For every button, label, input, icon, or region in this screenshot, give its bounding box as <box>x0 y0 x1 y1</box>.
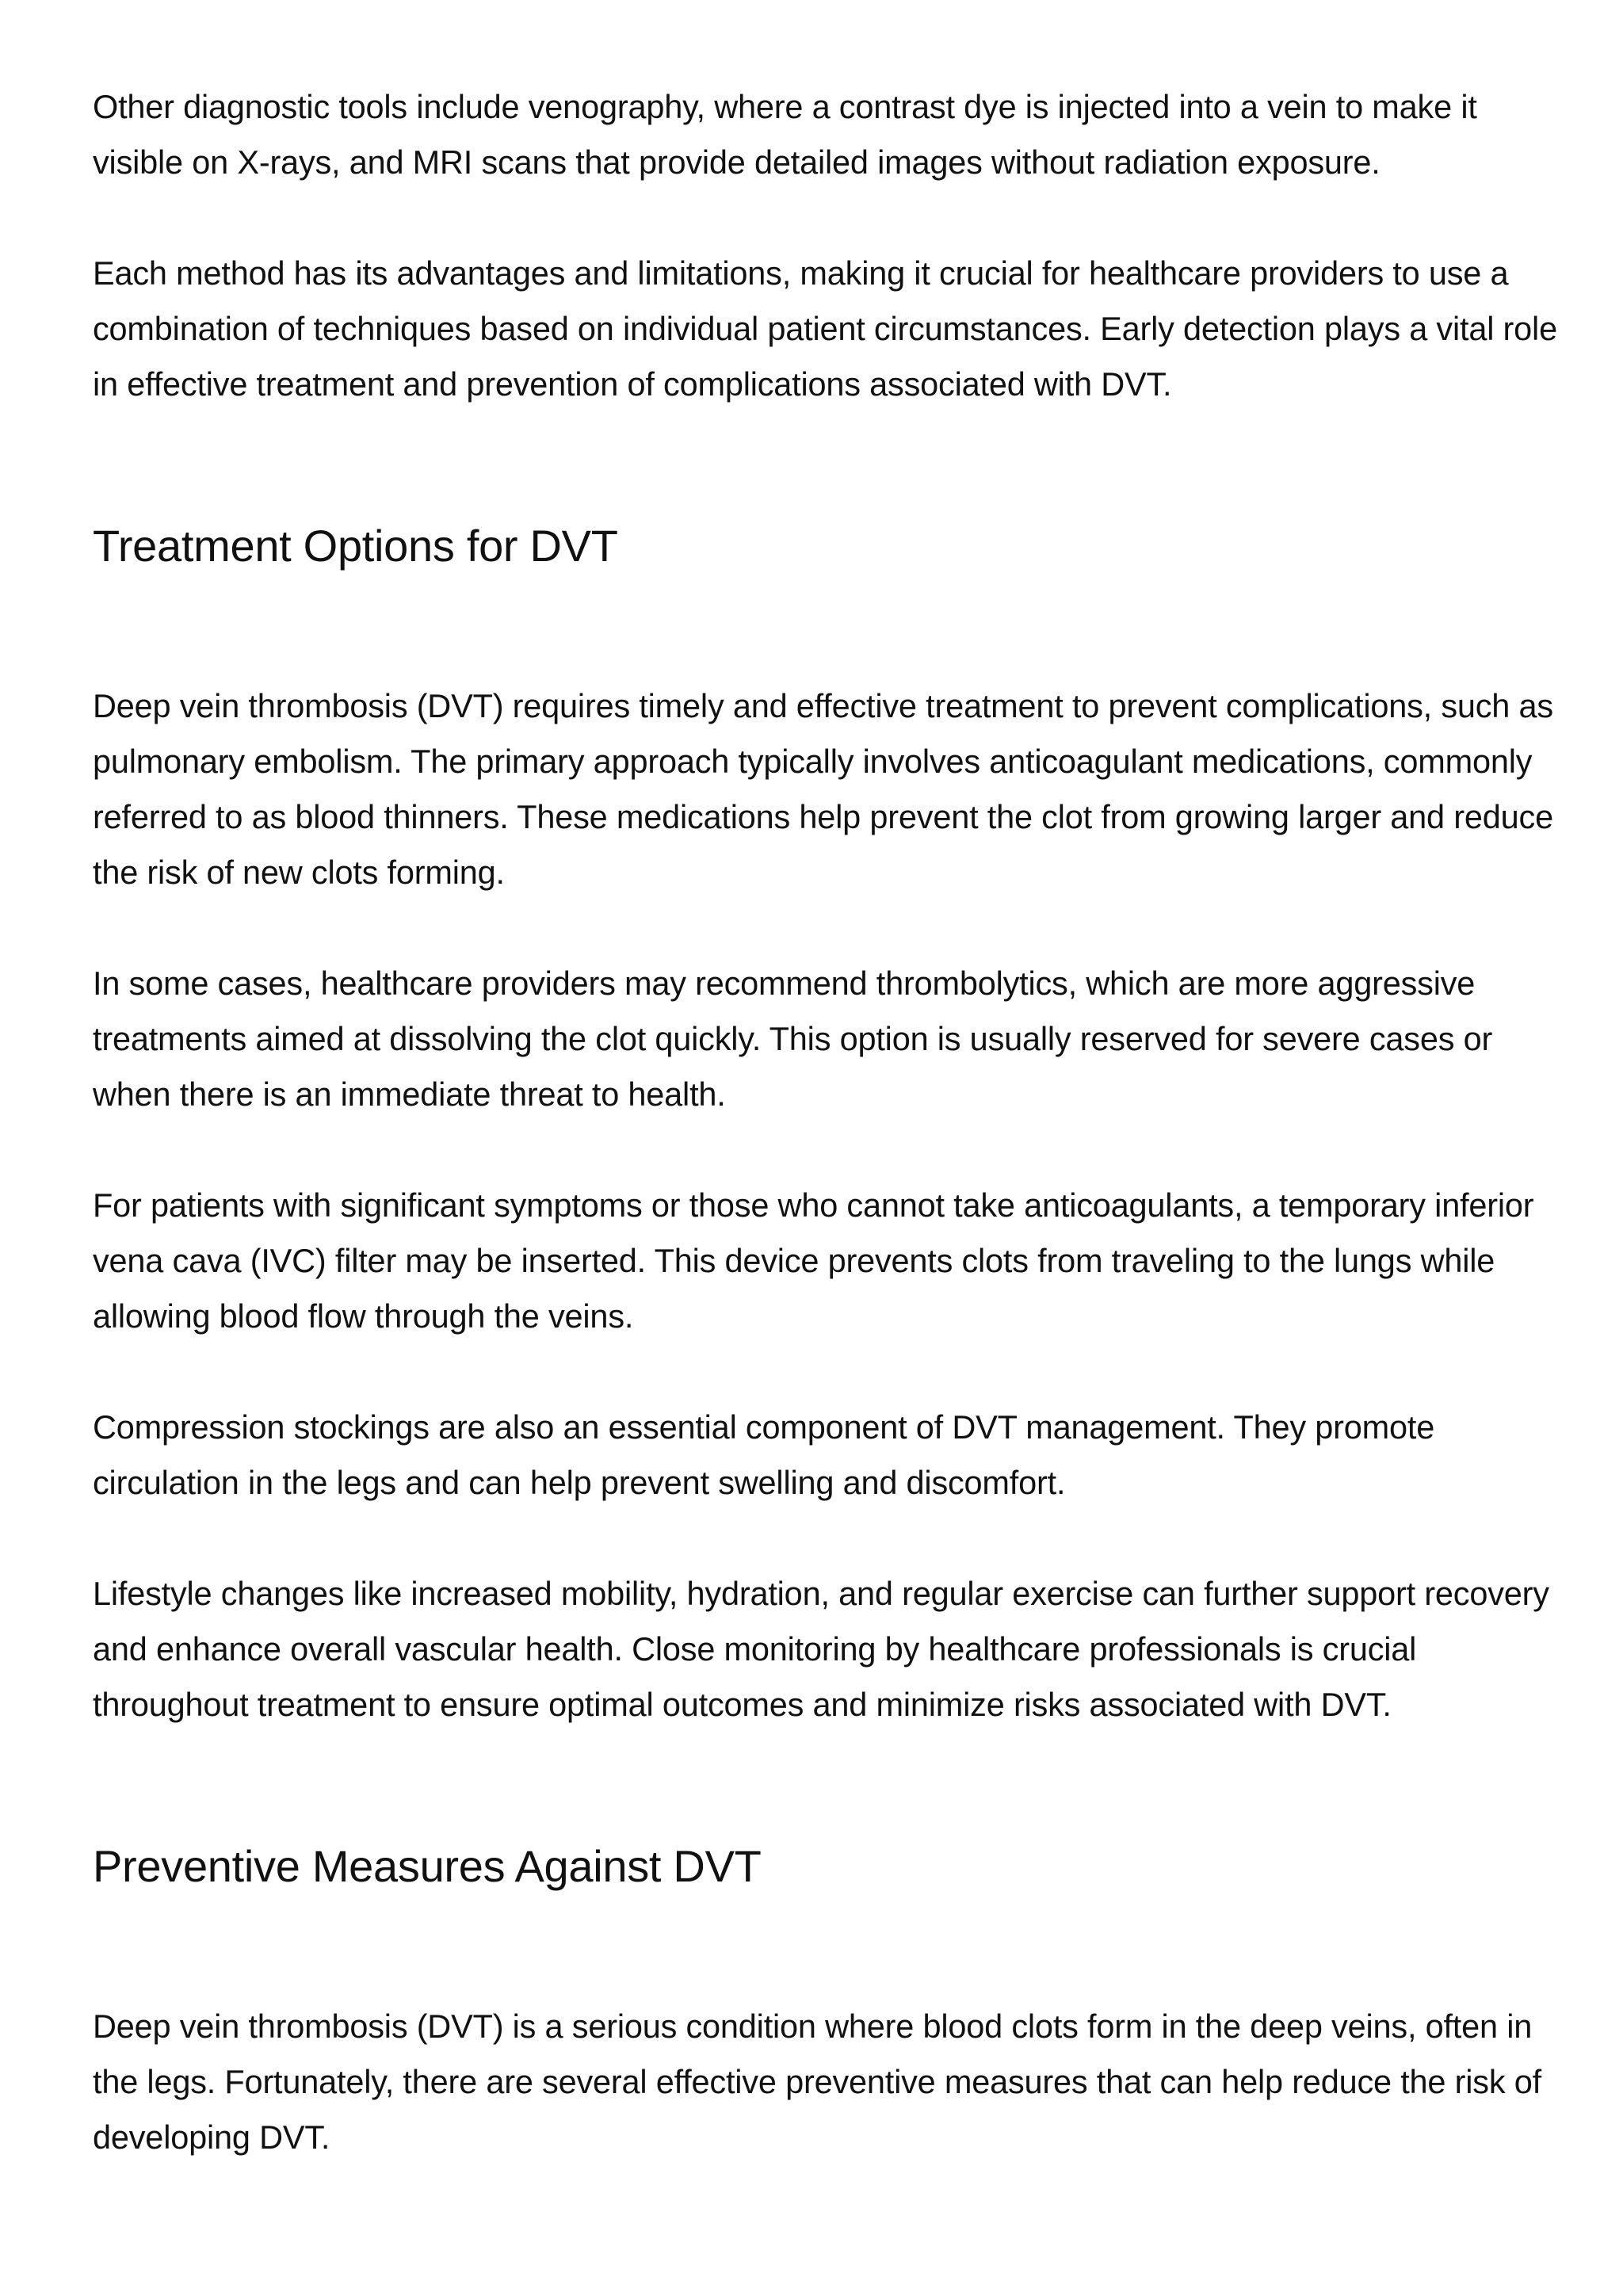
document-body <box>93 79 1559 2165</box>
paragraph-lifestyle-changes: Lifestyle changes like increased mobility, hydration, and regular exercise can further support recovery and enhance overall vascular health. Close monitoring by healthcare professionals is crucial throughout treatment to ensure optimal outcomes and minimize risks associated with DVT. <box>93 1575 1549 1723</box>
paragraph-treatment-anticoagulants: Deep vein thrombosis (DVT) requires timely and effective treatment to prevent complications, such as pulmonary embolism. The primary approach typically involves anticoagulant medications, commonly referred to as blood thinners. These medications help prevent the clot from growing larger and reduce the risk of new clots forming. <box>93 687 1553 891</box>
heading-preventive-measures: Preventive Measures Against DVT <box>93 1841 762 1891</box>
paragraph-prevention-intro: Deep vein thrombosis (DVT) is a serious condition where blood clots form in the deep veins, often in the legs. Fortunately, there are several effective preventive measures that can help reduce the risk of developing DVT. <box>93 2008 1541 2156</box>
paragraph-thrombolytics: In some cases, healthcare providers may recommend thrombolytics, which are more aggressive treatments aimed at dissolving the clot quickly. This option is usually reserved for severe cases or when there is an immediate threat to health. <box>93 965 1493 1113</box>
paragraph-diagnostic-tools: Other diagnostic tools include venography, where a contrast dye is injected into a vein to make it visible on X-rays, and MRI scans that provide detailed images without radiation exposure. <box>93 88 1477 181</box>
paragraph-compression-stockings: Compression stockings are also an essential component of DVT management. They promote circulation in the legs and can help prevent swelling and discomfort. <box>93 1408 1435 1501</box>
paragraph-ivc-filter: For patients with significant symptoms or those who cannot take anticoagulants, a temporary inferior vena cava (IVC) filter may be inserted. This device prevents clots from traveling to the lungs while allowing blood flow through the veins. <box>93 1186 1534 1335</box>
heading-treatment-options: Treatment Options for DVT <box>93 521 618 571</box>
paragraph-method-limitations: Each method has its advantages and limitations, making it crucial for healthcare providers to use a combination of techniques based on individual patient circumstances. Early detection plays a vital role in effective treatment and prevention of complications associated with DVT. <box>93 254 1557 403</box>
